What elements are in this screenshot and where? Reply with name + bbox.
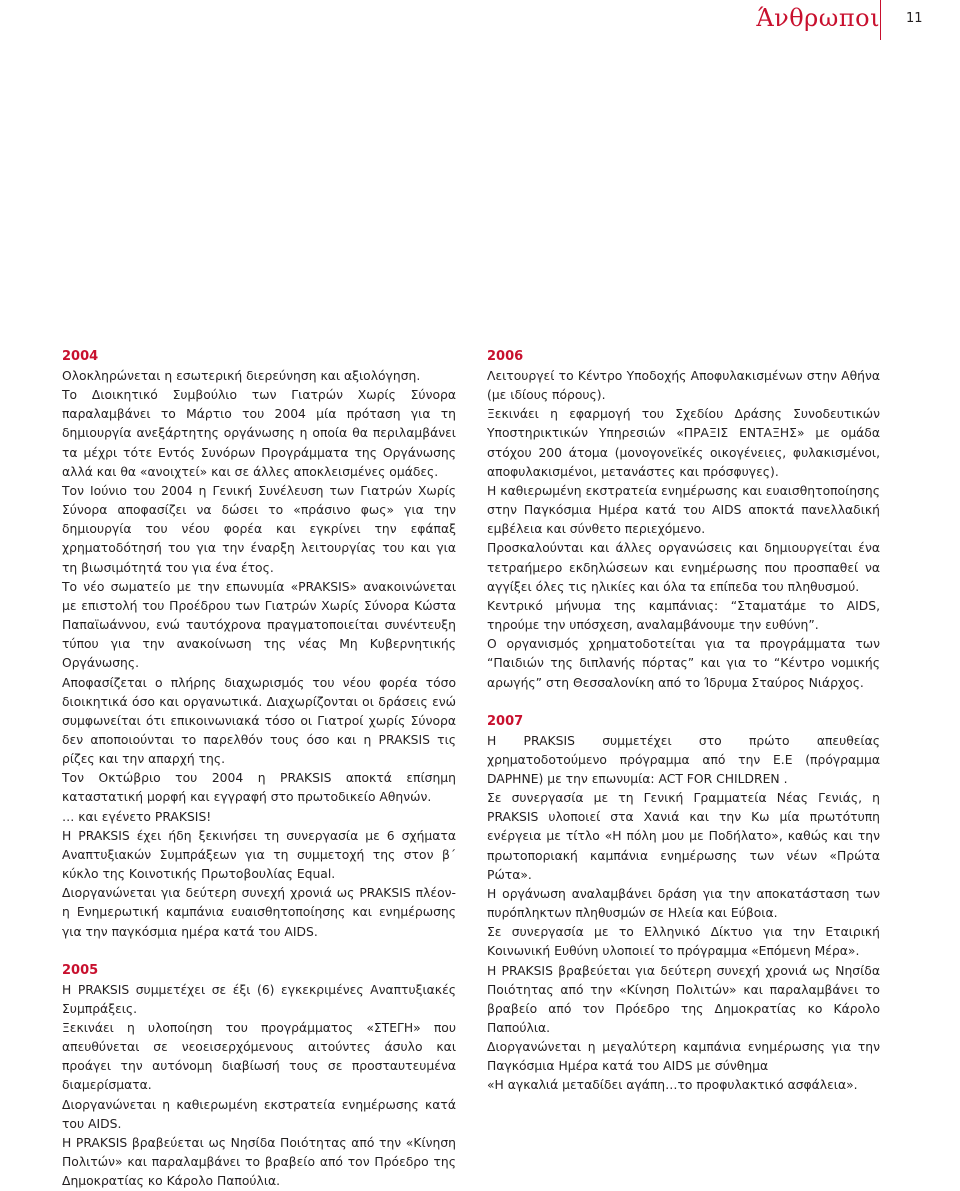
paragraph: Ξεκινάει η υλοποίηση του προγράμματος «ΣΤΕΓΗ» που απευθύνεται σε νεοεισερχόμενους αιτούντες άσυλο και προάγει την αυτόνομη διαβίωσή τους σε προσταυτευμένα διαμερίσματα. xyxy=(62,1021,456,1093)
paragraph: Διοργανώνεται η καθιερωμένη εκστρατεία ενημέρωσης κατά του AIDS. xyxy=(62,1097,456,1131)
paragraph: Η PRAKSIS συμμετέχει στο πρώτο απευθείας χρηματοδοτούμενο πρόγραμμα από την Ε.Ε (πρόγραμμα DAPHNE) με την επωνυμία: ACT FOR CHILDREN . xyxy=(487,733,880,786)
paragraph: Το νέο σωματείο με την επωνυμία «PRAKSIS» ανακοινώνεται με επιστολή του Προέδρου των Γιατρών Χωρίς Σύνορα Κώστα Παπαϊωάννου, ενώ ταυτόχρονα πραγματοποιείται συνέντευξη τύπου για την ανακοίνωση της νέας Μη Κυβερνητικής Οργάνωσης. xyxy=(62,579,456,671)
right-column xyxy=(487,347,880,1096)
paragraph: Η PRAKSIS βραβεύεται ως Νησίδα Ποιότητας από την «Κίνηση Πολιτών» και παραλαμβάνει το βραβείο από τον Πρόεδρο της Δημοκρατίας κο Κάρολο Παπούλια. xyxy=(62,1135,456,1189)
page-number: 11 xyxy=(906,11,923,26)
paragraph: Τον Ιούνιο του 2004 η Γενική Συνέλευση των Γιατρών Χωρίς Σύνορα αποφασίζει να δώσει το «πράσινο φως» για την δημιουργία του νέου φορέα και εγκρίνει την εφάπαξ χρηματοδότησή του για την έναρξη λειτουργίας του και για τη βιωσιμότητά του για ένα έτος. xyxy=(62,483,456,575)
paragraph: Διοργανώνεται για δεύτερη συνεχή χρονιά ως PRAKSIS πλέον- η Ενημερωτική καμπάνια ευαισθητοποίησης και ενημέρωσης για την παγκόσμια ημέρα κατά του AIDS. xyxy=(62,886,456,939)
paragraph: Τον Οκτώβριο του 2004 η PRAKSIS αποκτά επίσημη καταστατική μορφή και εγγραφή στο πρωτοδικείο Αθηνών. xyxy=(62,771,456,805)
year-heading-2005: 2005 xyxy=(62,962,99,978)
paragraph: Αποφασίζεται ο πλήρης διαχωρισμός του νέου φορέα τόσο διοικητικά όσο και οργανωτικά. Διαχωρίζονται οι δράσεις ενώ συμφωνείται ότι επικοινωνιακά τόσο οι Γιατροί χωρίς Σύνορα δεν αποποιούνται το παρελθόν τους όσο και η PRAKSIS τις ρίζες και την απαρχή της. xyxy=(62,675,456,767)
paragraph: Η καθιερωμένη εκστρατεία ενημέρωσης και ευαισθητοποίησης στην Παγκόσμια Ημέρα κατά του AIDS αποκτά πανελλαδική εμβέλεια και σύνθετο περιεχόμενο. xyxy=(487,483,880,537)
paragraph: Η PRAKSIS βραβεύεται για δεύτερη συνεχή χρονιά ως Νησίδα Ποιότητας από την «Κίνηση Πολιτών» και παραλαμβάνει το βραβείο από τον Πρόεδρο της Δημοκρατίας κο Κάρολο Παπούλια. xyxy=(487,963,880,1035)
paragraph: Η PRAKSIS έχει ήδη ξεκινήσει τη συνεργασία με 6 σχήματα Αναπτυξιακών Συμπράξεων για τη συμμετοχή της στον β΄ κύκλο της Κοινοτικής Πρωτοβουλίας Equal. xyxy=(62,828,456,882)
paragraph: Σε συνεργασία με τη Γενική Γραμματεία Νέας Γενιάς, η PRAKSIS υλοποιεί στα Χανιά και την Κω μία πρωτότυπη ενέργεια με τίτλο «Η πόλη μου με Ποδήλατο», καθώς και την πρωτοποριακή καμπάνια ενημέρωσης των νέων «Πρώτα Ρώτα». xyxy=(487,791,880,882)
header-divider xyxy=(880,0,881,40)
paragraph: Λειτουργεί το Κέντρο Υποδοχής Αποφυλακισμένων στην Αθήνα (με ιδίους πόρους). xyxy=(487,369,880,403)
year-heading-2004: 2004 xyxy=(62,349,99,364)
paragraph: Η οργάνωση αναλαμβάνει δράση για την αποκατάσταση των πυρόπληκτων πληθυσμών σε Ηλεία και Εύβοια. xyxy=(487,886,880,921)
year-heading-2007: 2007 xyxy=(487,713,524,729)
paragraph: Το Διοικητικό Συμβούλιο των Γιατρών Χωρίς Σύνορα παραλαμβάνει το Μάρτιο του 2004 μία πρόταση για τη δημιουργία ανεξάρτητης οργάνωσης η οποία θα περιλαμβάνει τα μέχρι τότε Εντός Συνόρων Προγράμματα της Οργάνωσης αλλά και θα «ανοιχτεί» και σε άλλες αποκλεισμένες ομάδες. xyxy=(62,388,456,479)
paragraph: Η PRAKSIS συμμετέχει σε έξι (6) εγκεκριμένες Αναπτυξιακές Συμπράξεις. xyxy=(62,982,456,1016)
paragraph: Ξεκινάει η εφαρμογή του Σχεδίου Δράσης Συνοδευτικών Υποστηρικτικών Υπηρεσιών «ΠΡΑΞΙΣ ΕΝΤΑΞΗΣ» με ομάδα στόχου 200 άτομα (μονογονεϊκές οικογένειες, φυλακισμένοι, αποφυλακισμένοι, μετανάστες και πρόσφυγες). xyxy=(487,407,880,479)
brand-title: Άνθρωποι xyxy=(756,4,880,32)
paragraph: Ολοκληρώνεται η εσωτερική διερεύνηση και αξιολόγηση. xyxy=(62,369,421,383)
paragraph: Κεντρικό μήνυμα της καμπάνιας: “Σταματάμε το AIDS, τηρούμε την υπόσχεση, αναλαμβάνουμε την ευθύνη”. xyxy=(487,598,880,633)
paragraph: «Η αγκαλιά μεταδίδει αγάπη…το προφυλακτικό ασφάλεια». xyxy=(487,1078,858,1093)
paragraph: Σε συνεργασία με το Ελληνικό Δίκτυο για την Εταιρική Κοινωνική Ευθύνη υλοποιεί το πρόγραμμα «Επόμενη Μέρα». xyxy=(487,925,880,959)
paragraph: … και εγένετο PRAKSIS! xyxy=(62,809,212,824)
paragraph: Προσκαλούνται και άλλες οργανώσεις και δημιουργείται ένα τετραήμερο εκδηλώσεων και ενημέρωσης που προσπαθεί να αγγίξει όλες τις ηλικίες και όλα τα επίπεδα του πληθυσμού. xyxy=(487,541,880,594)
paragraph: Ο οργανισμός χρηματοδοτείται για τα προγράμματα των “Παιδιών της διπλανής πόρτας” και για το “Κέντρο νομικής αρωγής” στη Θεσσαλονίκη από το Ίδρυμα Σταύρος Νιάρχος. xyxy=(487,637,880,690)
paragraph: Διοργανώνεται η μεγαλύτερη καμπάνια ενημέρωσης για την Παγκόσμια Ημέρα κατά του AIDS με σύνθημα xyxy=(487,1040,880,1074)
year-heading-2006: 2006 xyxy=(487,349,524,364)
left-column xyxy=(62,347,456,1191)
